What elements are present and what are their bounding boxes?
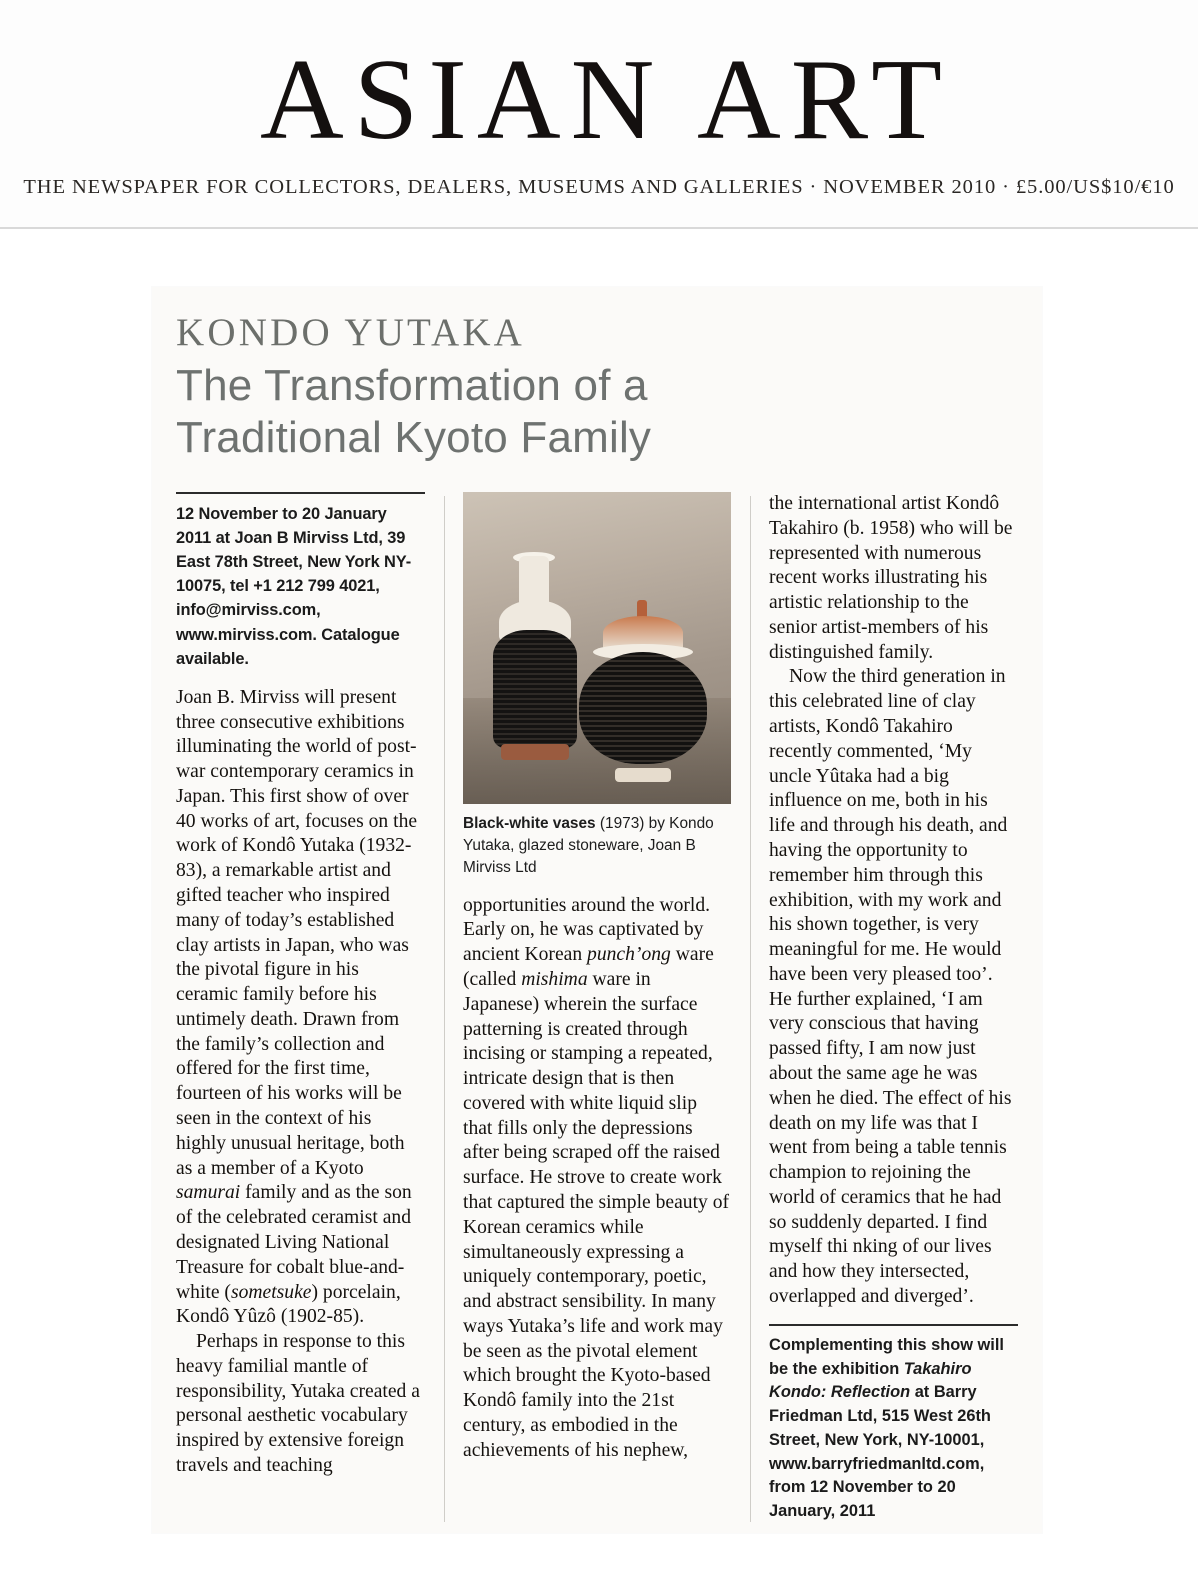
sidebar-divider (769, 1324, 1018, 1326)
para-italic: samurai (176, 1182, 241, 1204)
column-3-body (769, 492, 1018, 1310)
column-1 (176, 492, 425, 1522)
article-columns (176, 492, 1018, 1522)
headline-block (152, 287, 1042, 464)
column-1-body (176, 686, 425, 1479)
complementary-exhibition-note (769, 1334, 1018, 1524)
article-headline (176, 360, 1018, 464)
paragraph: Now the third generation in this celebrated line of clay artists, Kondô Takahiro recently commented, ‘My uncle Yûtaka had a big influence on me, both in his life and through his death, and having the opportunity to remember him through this exhibition, with my work and his shown together, is very meaningful for me. He would have been very pleased too’. He further explained, ‘I am very conscious that having passed fifty, I am now just about the same age he was when he died. The effect of his death on my life was that I went from being a table tennis champion to rejoining the world of ceramics that he had so suddenly departed. I find myself thi nking of our lives and how they intersected, overlapped and diverged’. (769, 666, 1012, 1307)
column-rule (176, 492, 425, 494)
paragraph: Perhaps in response to this heavy familial mantle of responsibility, Yutaka created a personal aesthetic vocabulary inspired by extensive foreign travels and teaching (176, 1331, 420, 1476)
column-2-body (463, 894, 731, 1464)
note-exhibition-title: Takahiro Kondo: Reflection (769, 1359, 972, 1402)
tall-vase-illustration (489, 556, 581, 752)
photo-caption (463, 813, 731, 879)
caption-detail: (1973) by Kondo Yutaka, glazed stoneware, Joan B Mirviss Ltd (463, 815, 714, 876)
para-text-cont: family and as the son of the celebrated ceramist and designated Living National Treasure for cobalt blue-and-white ( (176, 1182, 412, 1303)
paragraph: the international artist Kondô Takahiro (b. 1958) who will be represented with numerous recent works illustrating his artistic relationship to the senior artist-members of his distinguished family. (769, 493, 1013, 663)
round-jar-illustration (577, 600, 709, 776)
masthead (0, 0, 1198, 228)
masthead-divider (0, 227, 1198, 229)
para-text: opportunities around the world. Early on, he was captivated by ancient Korean (463, 894, 711, 966)
column-3 (750, 492, 1018, 1522)
paragraph (176, 686, 425, 1330)
para-text-b: ware (called (463, 944, 714, 990)
publication-title: ASIAN ART (259, 36, 953, 164)
para-italic-2: sometsuke (230, 1281, 312, 1303)
article-page (152, 287, 1042, 1533)
note-text-a: Complementing this show will be the exhibition (769, 1335, 1004, 1378)
note-text-b: at Barry Friedman Ltd, 515 West 26th Street, New York, NY-10001, www.barryfriedmanltd.com, from 12 November to 20 January, 2011 (769, 1383, 991, 1521)
para-text-c: ware in Japanese) wherein the surface patterning is created through incising or stamping a repeated, intricate design that is then covered with white liquid slip that fills only the depressions after being scraped off the raised surface. He strove to create work that captured the simple beauty of Korean ceramics while simultaneously expressing a uniquely contemporary, poetic, and abstract sensibility. In many ways Yutaka’s life and work may be seen as the pivotal element which brought the Kyoto-based Kondô family into the 21st century, as embodied in the achievements of his nephew, (463, 968, 730, 1461)
headline-line-2: Traditional Kyoto Family (176, 412, 652, 462)
exhibition-listing: 12 November to 20 January 2011 at Joan B Mirviss Ltd, 39 East 78th Street, New York NY-10075, tel +1 212 799 4021, info@mirviss.com, www.mirviss.com. Catalogue available. (176, 505, 412, 668)
paragraph (463, 894, 731, 1464)
para-text-cont-2: ) porcelain, Kondô Yûzô (1902-85). (176, 1281, 401, 1328)
article-kicker: KONDO YUTAKA (176, 311, 526, 354)
para-italic-2: mishima (521, 968, 588, 990)
article-photo (463, 492, 731, 804)
headline-line-1: The Transformation of a (176, 360, 648, 410)
caption-title: Black-white vases (463, 815, 596, 832)
para-italic: punch’ong (587, 944, 671, 966)
para-text: Joan B. Mirviss will present three consecutive exhibitions illuminating the world of post-war contemporary ceramics in Japan. This first show of over 40 works of art, focuses on the work of Kondô Yutaka (1932-83), a remarkable artist and gifted teacher who inspired many of today’s established clay artists in Japan, who was the pivotal figure in his ceramic family before his untimely death. Drawn from the family’s collection and offered for the first time, fourteen of his works will be seen in the context of his highly unusual heritage, both as a member of a Kyoto (176, 686, 418, 1179)
column-2 (444, 492, 731, 1522)
masthead-strapline: THE NEWSPAPER FOR COLLECTORS, DEALERS, MUSEUMS AND GALLERIES · NOVEMBER 2010 · £5.00/US$10/€10 (23, 176, 1175, 198)
